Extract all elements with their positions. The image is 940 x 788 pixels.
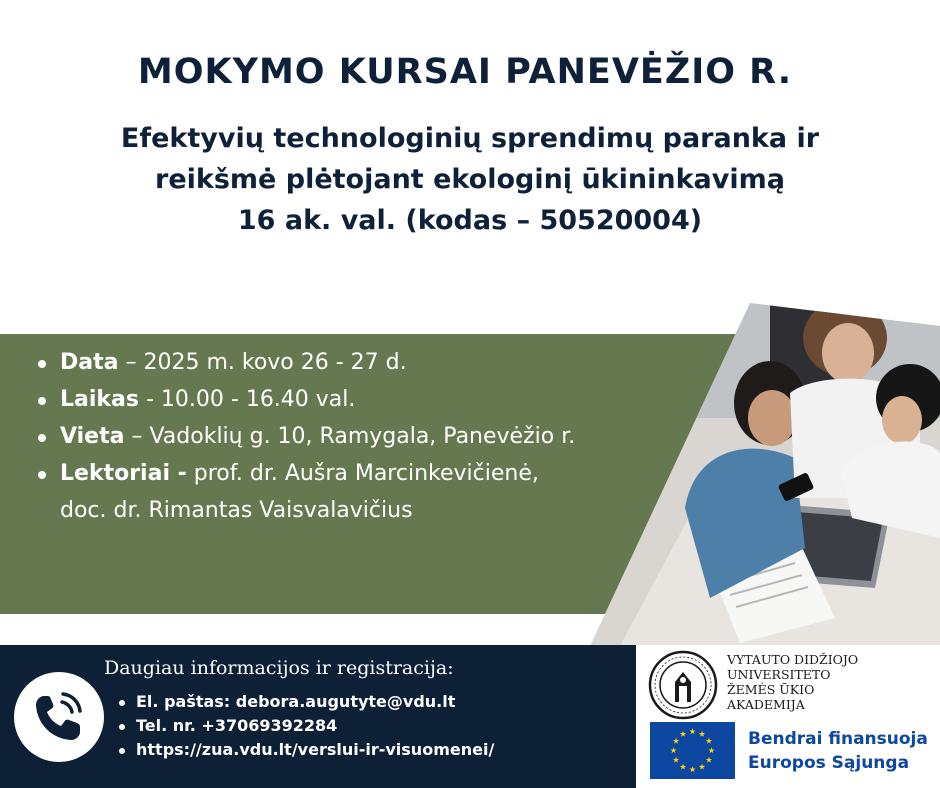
phone-icon <box>14 672 104 762</box>
detail-place <box>36 418 575 455</box>
page-title: MOKYMO KURSAI PANEVĖŽIO R. <box>137 52 793 92</box>
detail-date <box>36 344 575 381</box>
university-seal-logo <box>648 650 718 720</box>
detail-place-label: Vieta <box>60 424 125 449</box>
course-subtitle <box>0 118 940 241</box>
eu-line-1: Bendrai finansuoja <box>748 729 928 749</box>
subtitle-line-1: Efektyvių technologinių sprendimų paranka ir <box>120 123 820 154</box>
phone-icon-circle <box>14 672 104 762</box>
students-photo <box>590 298 940 646</box>
detail-date-value: – 2025 m. kovo 26 - 27 d. <box>118 350 407 375</box>
contact-email[interactable]: El. paštas: debora.augutyte@vdu.lt <box>118 690 494 714</box>
subtitle-line-3: 16 ak. val. (kodas – 50520004) <box>237 205 703 236</box>
subtitle-line-2: reikšmė plėtojant ekologinį ūkininkavimą <box>155 164 785 195</box>
detail-time-value: - 10.00 - 16.40 val. <box>138 387 356 412</box>
detail-lecturers-value: prof. dr. Aušra Marcinkevičienė, <box>186 461 539 486</box>
eu-line-2: Europos Sąjunga <box>748 753 910 773</box>
detail-time-label: Laikas <box>60 387 139 412</box>
detail-lecturers <box>36 455 575 529</box>
detail-lecturers-label: Lektoriai - <box>60 461 187 486</box>
course-details-list <box>36 344 575 529</box>
detail-lecturers-continuation: doc. dr. Rimantas Vaisvalavičius <box>60 498 413 523</box>
detail-date-label: Data <box>60 350 119 375</box>
contact-url[interactable]: https://zua.vdu.lt/verslui-ir-visuomenei/ <box>118 738 494 762</box>
university-line-3: ŽEMĖS ŪKIO <box>727 682 815 697</box>
contact-list <box>118 690 494 762</box>
detail-place-value: – Vadoklių g. 10, Ramygala, Panevėžio r. <box>124 424 576 449</box>
university-line-4: AKADEMIJA <box>727 697 805 712</box>
eu-funding-text <box>748 727 928 775</box>
eu-flag-icon <box>650 722 735 779</box>
university-line-1: VYTAUTO DIDŽIOJO <box>727 652 859 667</box>
university-line-2: UNIVERSITETO <box>727 667 831 682</box>
contact-title: Daugiau informacijos ir registracija: <box>104 657 454 679</box>
university-name <box>727 652 858 712</box>
contact-phone[interactable]: Tel. nr. +37069392284 <box>118 714 494 738</box>
detail-time <box>36 381 575 418</box>
